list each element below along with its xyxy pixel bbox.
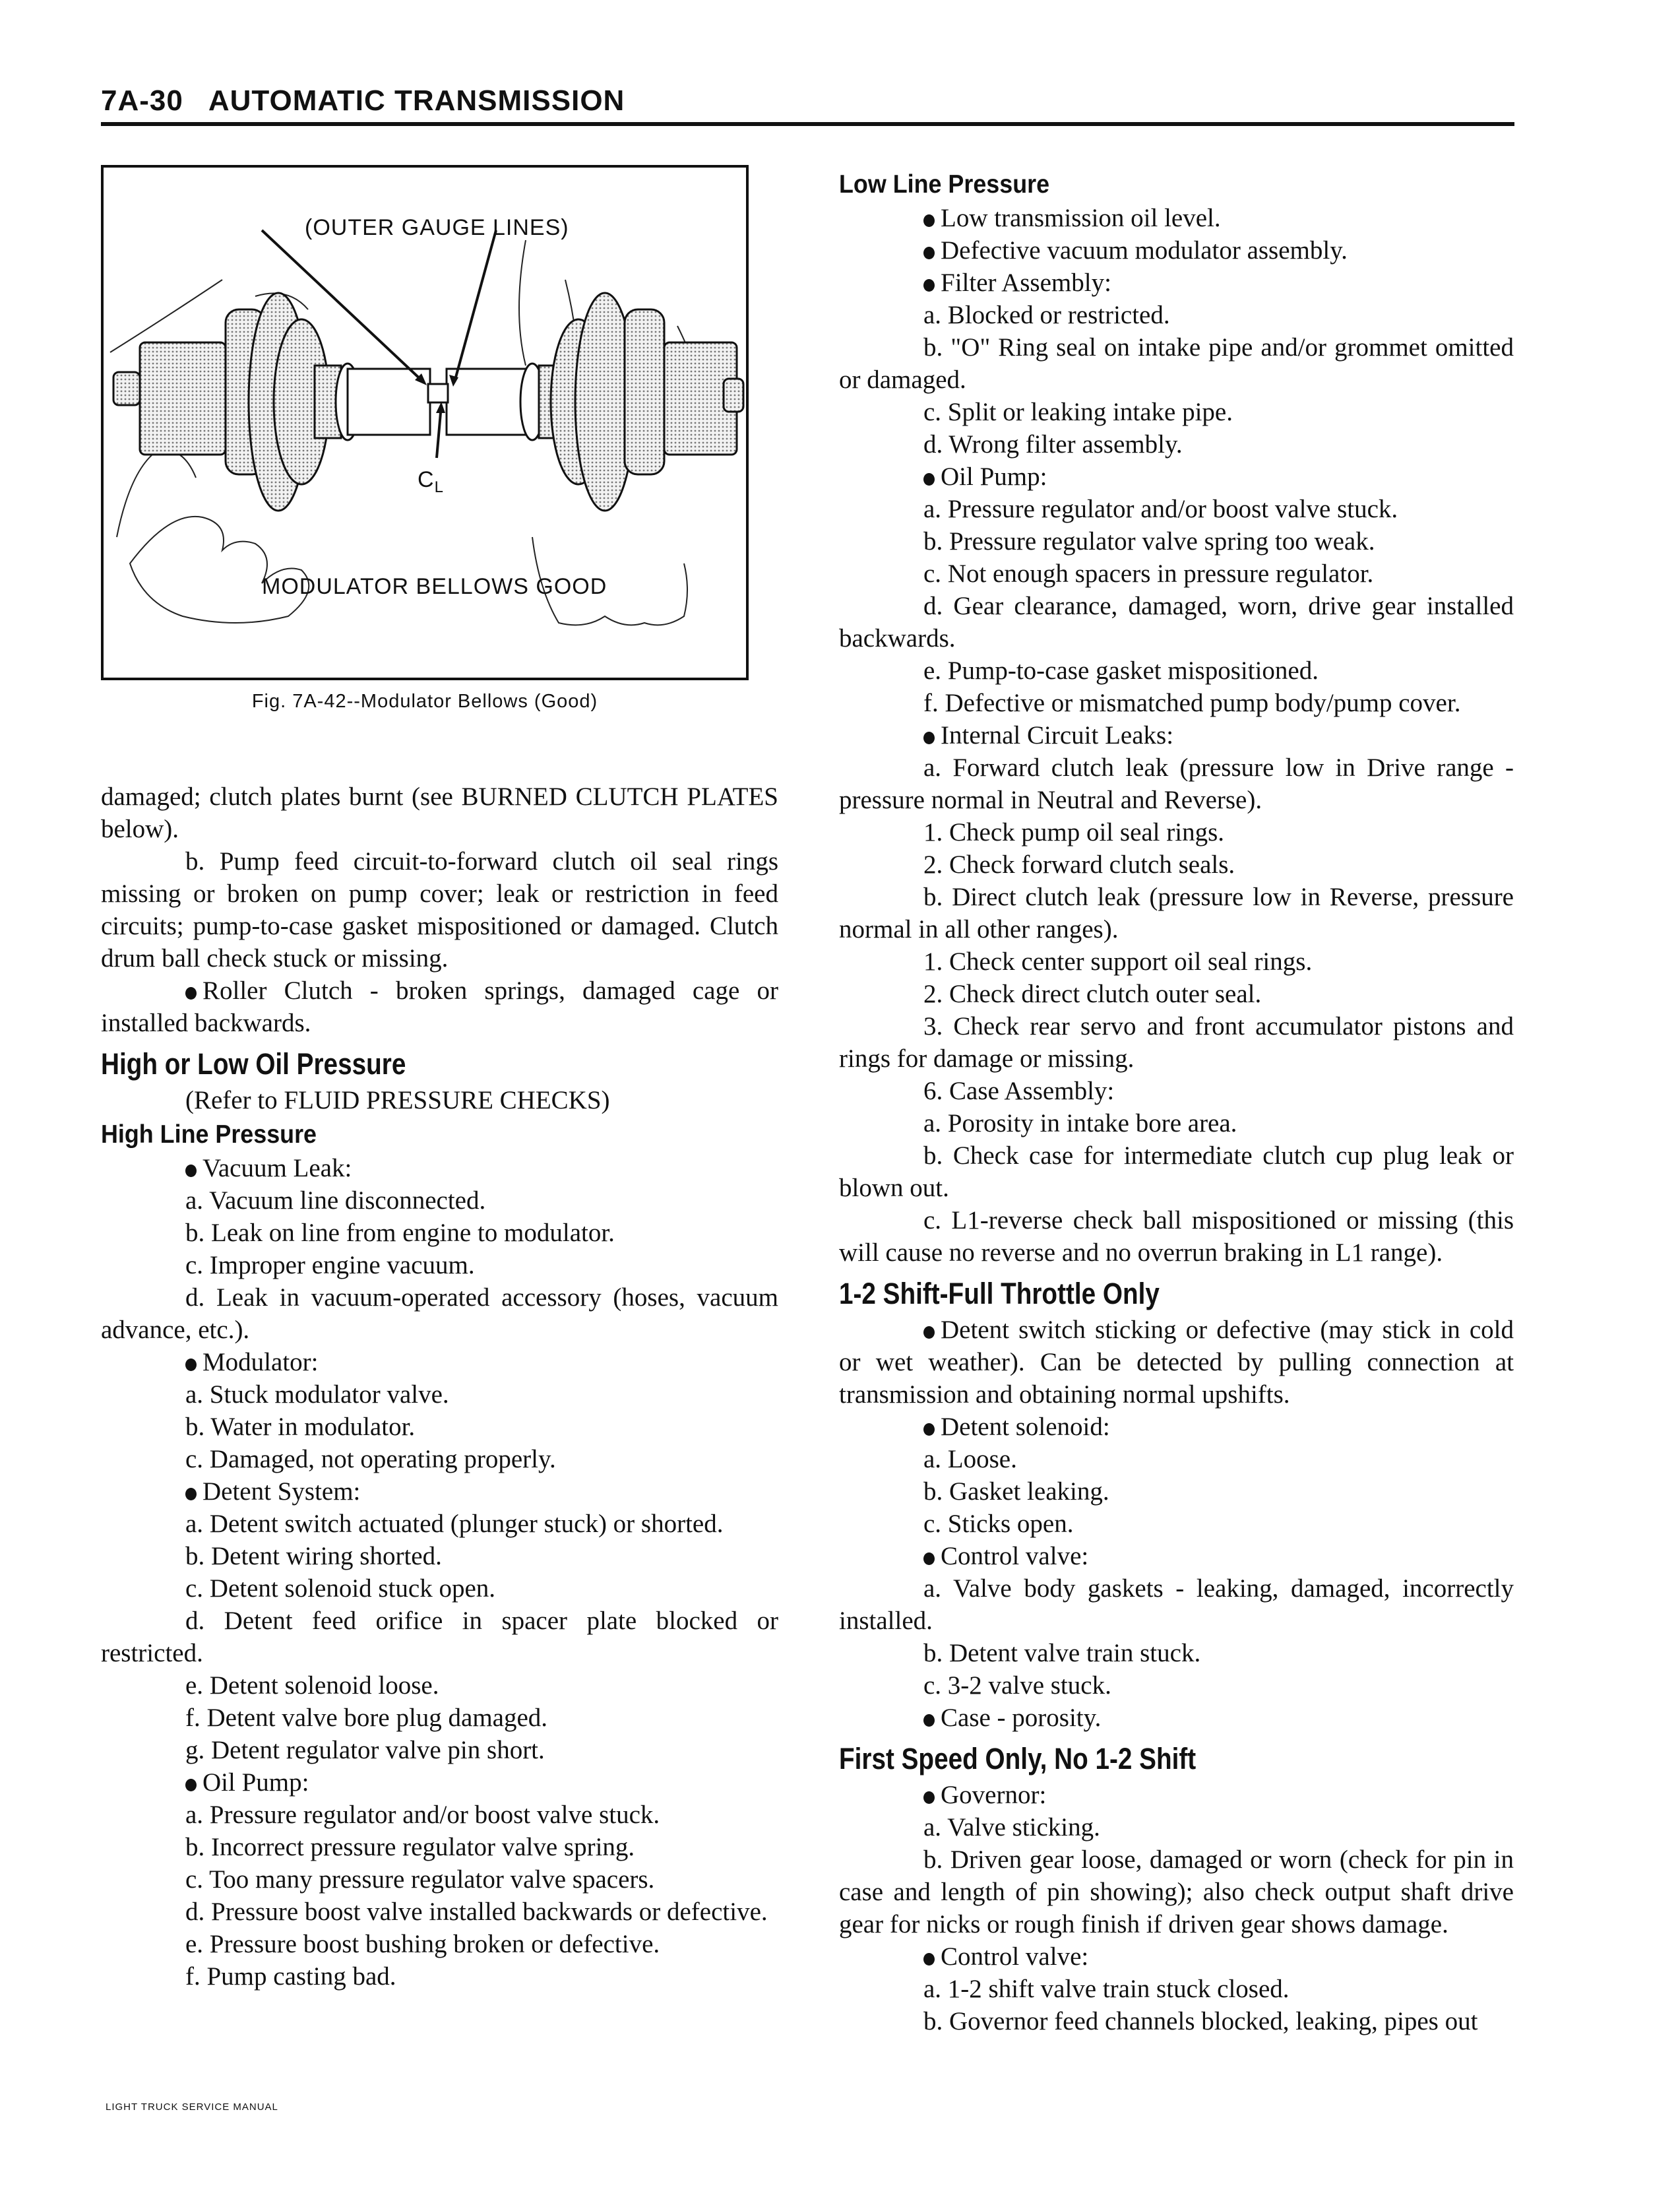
heading-high-line-pressure: High Line Pressure — [101, 1120, 317, 1149]
bullet-icon — [923, 214, 935, 227]
bullet-item: Oil Pump: — [101, 1766, 778, 1799]
page-header — [101, 84, 625, 117]
list-item: a. Porosity in intake bore area. — [923, 1109, 1237, 1137]
paragraph: b. Pump feed circuit-to-forward clutch oil seal rings missing or broken on pump cover; leak or restriction in feed circuits; pump-to-case gasket mispositioned or damaged. Clutch drum ball check stuck or missing. — [101, 847, 778, 973]
outer-gauge-lines-label: (OUTER GAUGE LINES) — [305, 215, 569, 240]
list-item: a. Valve body gaskets - leaking, damaged, incorrectly installed. — [839, 1574, 1514, 1635]
bullet-icon — [923, 732, 935, 744]
list-item: a. 1-2 shift valve train stuck closed. — [923, 1975, 1290, 2003]
list-item: a. Stuck modulator valve. — [185, 1380, 449, 1409]
bullet-icon — [923, 279, 935, 292]
list-item: e. Pressure boost bushing broken or defective. — [185, 1930, 660, 1958]
list-item: d. Detent feed orifice in spacer plate blocked or restricted. — [101, 1607, 778, 1667]
bullet-icon — [923, 473, 935, 486]
bullet-item: Defective vacuum modulator assembly. — [839, 234, 1514, 267]
list-item: b. Incorrect pressure regulator valve spring. — [185, 1833, 635, 1861]
list-item: b. Gasket leaking. — [923, 1477, 1109, 1506]
list-item: a. Valve sticking. — [923, 1813, 1100, 1841]
bullet-item: Vacuum Leak: — [101, 1152, 778, 1184]
list-item: c. Improper engine vacuum. — [185, 1251, 475, 1279]
list-item: b. Direct clutch leak (pressure low in Reverse, pressure normal in all other ranges). — [839, 883, 1514, 944]
list-item: c. Split or leaking intake pipe. — [923, 398, 1233, 426]
list-item: c. Not enough spacers in pressure regulator. — [923, 560, 1374, 588]
bullet-item: Detent System: — [101, 1475, 778, 1508]
right-column — [839, 166, 1514, 2037]
list-item: 2. Check direct clutch outer seal. — [923, 980, 1262, 1008]
bullet-icon — [185, 1165, 197, 1177]
list-item: a. Forward clutch leak (pressure low in Drive range - pressure normal in Neutral and Reverse). — [839, 753, 1514, 814]
bullet-icon — [923, 1714, 935, 1727]
list-item: a. Pressure regulator and/or boost valve stuck. — [923, 495, 1398, 523]
list-item: b. Water in modulator. — [185, 1413, 416, 1441]
bullet-item: Filter Assembly: — [839, 267, 1514, 299]
list-item: c. Detent solenoid stuck open. — [185, 1574, 496, 1603]
list-item: d. Gear clearance, damaged, worn, drive gear installed backwards. — [839, 592, 1514, 653]
list-item: d. Wrong filter assembly. — [923, 430, 1183, 459]
bullet-item: Roller Clutch - broken springs, damaged cage or installed backwards. — [101, 976, 778, 1037]
bullet-item: Oil Pump: — [839, 461, 1514, 493]
list-item: 2. Check forward clutch seals. — [923, 850, 1235, 879]
list-item: c. Too many pressure regulator valve spacers. — [185, 1865, 655, 1894]
figure-caption: Fig. 7A-42--Modulator Bellows (Good) — [251, 691, 598, 712]
list-item: c. L1-reverse check ball mispositioned or missing (this will cause no reverse and no overrun braking in L1 range). — [839, 1206, 1514, 1267]
bullet-icon — [923, 1791, 935, 1804]
list-item: a. Blocked or restricted. — [923, 301, 1170, 329]
list-item: b. Leak on line from engine to modulator. — [185, 1219, 615, 1247]
bullet-item: Internal Circuit Leaks: — [839, 719, 1514, 752]
bullet-icon — [923, 1326, 935, 1339]
figure-modulator-bellows — [101, 165, 749, 680]
modulator-bellows-illustration-icon — [104, 168, 746, 678]
section-title: AUTOMATIC TRANSMISSION — [208, 84, 625, 117]
header-rule — [101, 122, 1514, 126]
page-footer: LIGHT TRUCK SERVICE MANUAL — [106, 2101, 278, 2113]
bullet-icon — [185, 1779, 197, 1791]
list-item: 3. Check rear servo and front accumulator pistons and rings for damage or missing. — [839, 1012, 1514, 1073]
list-item: e. Detent solenoid loose. — [185, 1671, 439, 1700]
list-item: a. Detent switch actuated (plunger stuck) or shorted. — [185, 1510, 724, 1538]
list-item: b. Driven gear loose, damaged or worn (check for pin in case and length of pin showing); also check output shaft drive gear for nicks or rough finish if driven gear shows damage. — [839, 1845, 1514, 1938]
list-item: 6. Case Assembly: — [923, 1077, 1115, 1105]
bellows-good-label: MODULATOR BELLOWS GOOD — [262, 574, 607, 599]
heading-shift-full-throttle: 1-2 Shift-Full Throttle Only — [839, 1277, 1160, 1310]
bullet-item: Modulator: — [101, 1346, 778, 1378]
bullet-item: Detent switch sticking or defective (may stick in cold or wet weather). Can be detected by pulling connection at transmission and obtaining normal upshifts. — [839, 1316, 1514, 1409]
list-item: f. Defective or mismatched pump body/pump cover. — [923, 689, 1461, 717]
list-item: d. Leak in vacuum-operated accessory (hoses, vacuum advance, etc.). — [101, 1283, 778, 1344]
list-item: g. Detent regulator valve pin short. — [185, 1736, 545, 1764]
page-number: 7A-30 — [101, 84, 183, 117]
list-item: 1. Check center support oil seal rings. — [923, 947, 1313, 976]
bullet-icon — [923, 1552, 935, 1565]
list-item: f. Pump casting bad. — [185, 1962, 396, 1991]
bullet-icon — [923, 1423, 935, 1436]
bullet-item: Case - porosity. — [839, 1702, 1514, 1734]
paragraph: damaged; clutch plates burnt (see BURNED CLUTCH PLATES below). — [101, 783, 778, 843]
centerline-label: $C_L$ — [418, 467, 444, 496]
bullet-icon — [185, 987, 197, 1000]
list-item: d. Pressure boost valve installed backwards or defective. — [185, 1898, 768, 1926]
cross-reference: (Refer to FLUID PRESSURE CHECKS) — [185, 1086, 610, 1114]
bullet-icon — [923, 1953, 935, 1966]
bullet-item: Governor: — [839, 1779, 1514, 1811]
bullet-icon — [185, 1359, 197, 1371]
list-item: a. Loose. — [923, 1445, 1017, 1473]
heading-high-low-oil-pressure: High or Low Oil Pressure — [101, 1047, 406, 1081]
list-item: b. "O" Ring seal on intake pipe and/or grommet omitted or damaged. — [839, 333, 1514, 394]
bullet-icon — [185, 1488, 197, 1500]
list-item: e. Pump-to-case gasket mispositioned. — [923, 656, 1319, 685]
list-item: a. Pressure regulator and/or boost valve stuck. — [185, 1801, 660, 1829]
list-item: c. 3-2 valve stuck. — [923, 1671, 1111, 1700]
list-item: b. Detent valve train stuck. — [923, 1639, 1201, 1667]
list-item: b. Pressure regulator valve spring too weak. — [923, 527, 1375, 556]
list-item: 1. Check pump oil seal rings. — [923, 818, 1225, 847]
list-item: b. Detent wiring shorted. — [185, 1542, 442, 1570]
list-item: f. Detent valve bore plug damaged. — [185, 1704, 548, 1732]
bullet-icon — [923, 247, 935, 259]
bullet-item: Control valve: — [839, 1940, 1514, 1973]
heading-low-line-pressure: Low Line Pressure — [839, 170, 1050, 199]
bullet-item: Control valve: — [839, 1540, 1514, 1572]
left-column — [101, 781, 778, 1993]
list-item: c. Sticks open. — [923, 1510, 1074, 1538]
heading-first-speed-only: First Speed Only, No 1-2 Shift — [839, 1742, 1197, 1775]
list-item: a. Vacuum line disconnected. — [185, 1186, 486, 1215]
list-item: b. Check case for intermediate clutch cup plug leak or blown out. — [839, 1141, 1514, 1202]
list-item: c. Damaged, not operating properly. — [185, 1445, 556, 1473]
list-item: b. Governor feed channels blocked, leaking, pipes out — [923, 2007, 1478, 2035]
bullet-item: Detent solenoid: — [839, 1411, 1514, 1443]
bullet-item: Low transmission oil level. — [839, 202, 1514, 234]
